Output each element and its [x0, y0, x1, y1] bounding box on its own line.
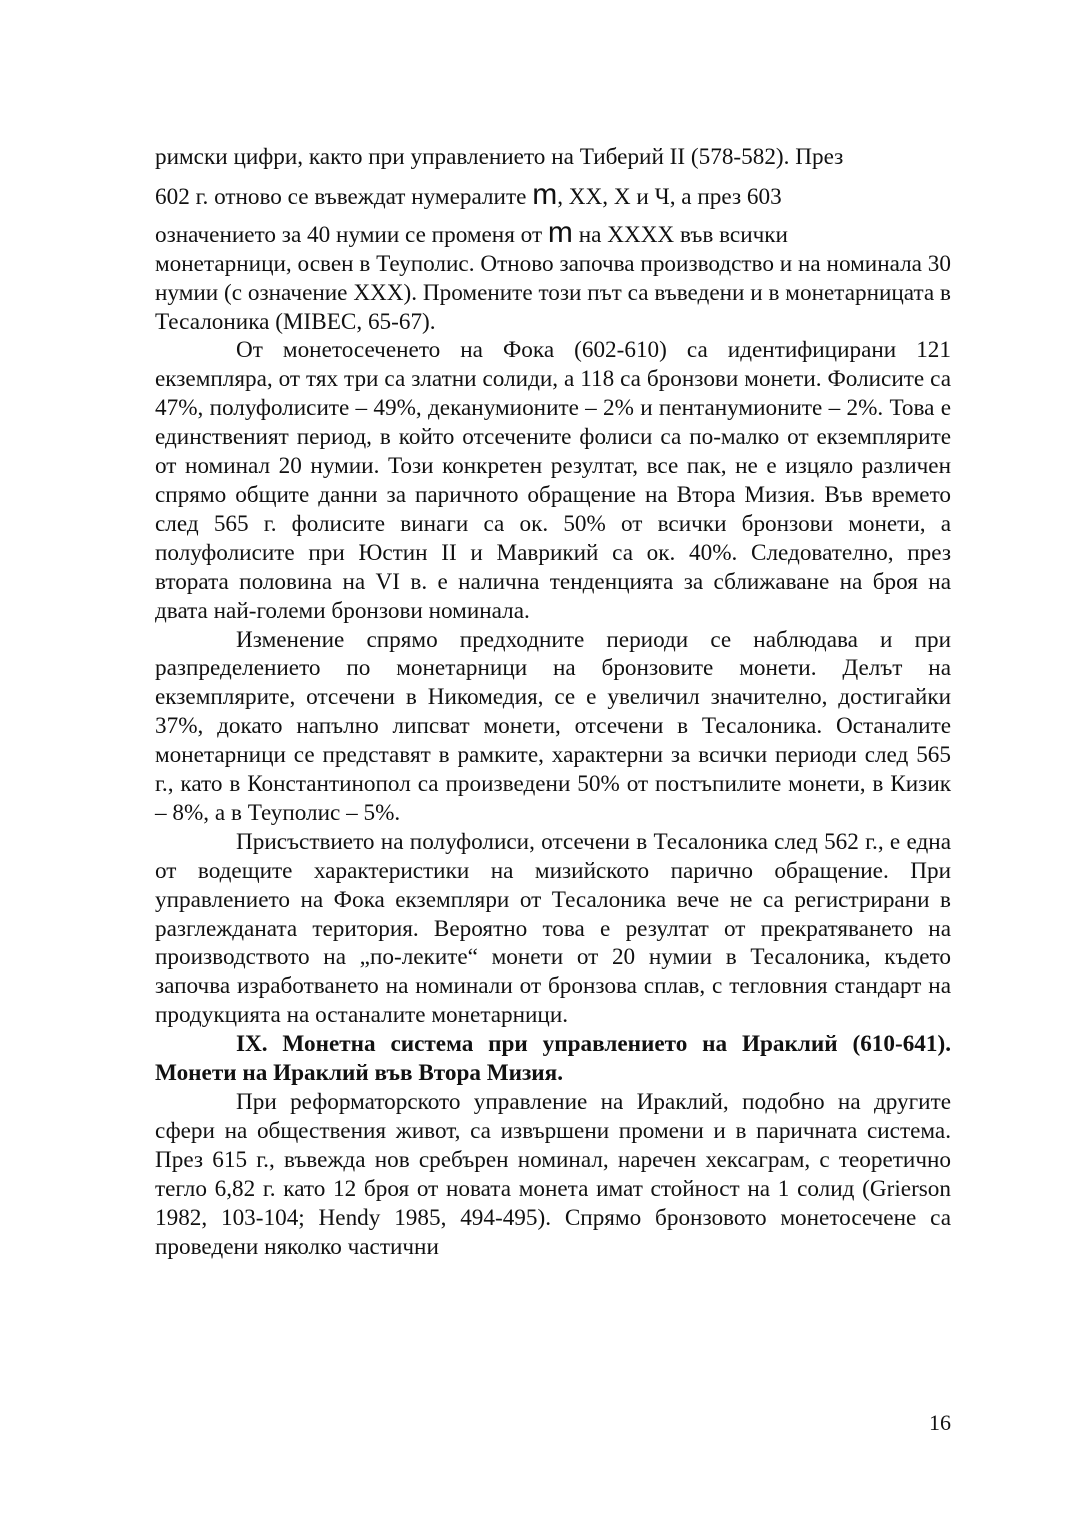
section-heading: IX. Монетна система при управлението на Ираклий (610-641). Монети на Ираклий във Втора Мизия. — [155, 1031, 951, 1087]
text-run: 602 г. отново се въвеждат нумералите — [155, 183, 533, 210]
document-body — [155, 143, 951, 1261]
paragraph-line — [155, 215, 951, 250]
page-number: 16 — [929, 1410, 951, 1435]
paragraph-foka-coinage: От монетосеченето на Фока (602-610) са идентифицирани 121 екземпляра, от тях три са златни солиди, а 118 са бронзови монети. Фолисите са 47%, полуфолисите – 49%, деканумионите – 2% и пентанумионите – 2%. Това е единственият период, в който отсечените фолиси са по-малко от екземплярите от номинал 20 нумии. Този конкретен резултат, все пак, не е изцяло различен спрямо общите данни за паричното обращение на Втора Мизия. Във времето след 565 г. фолисите винаги са ок. 50% от всички бронзови монети, а полуфолисите при Юстин II и Маврикий са ок. 40%. Следователно, през втората половина на VI в. е налична тенденцията за сближаване на броя на двата най-големи бронзови номинала. — [155, 337, 951, 624]
numeral-symbol: m — [547, 215, 573, 249]
paragraph-text: монетарници, освен в Теуполис. Отново започва производство и на номинала 30 нумии (с означение XXX). Промените този път са въведени и в монетарницата в Тесалоника (MIBEC, 65-67). — [155, 250, 951, 335]
paragraph-roman-numerals — [155, 143, 951, 336]
paragraph-thessalonica: Присъствието на полуфолиси, отсечени в Тесалоника след 562 г., е една от водещите характеристики на мизийското парично обращение. При управлението на Фока екземпляри от Тесалоника вече не са регистрирани в разглежданата територия. Вероятно това е резултат от прекратяването на производството на „по-леките“ монети от 20 нумии в Тесалоника, където започва изработването на номинали от бронзова сплав, с тегловния стандарт на продукцията на останалите монетарници. — [155, 828, 951, 1029]
numeral-symbol: m — [532, 177, 558, 211]
paragraph-mint-distribution: Изменение спрямо предходните периоди се наблюдава и при разпределението по монетарници на бронзовите монети. Делът на екземплярите, отсечени в Никомедия, се е увеличил значително, достигайки 37%, докато напълно липсват монети, отсечени в Тесалоника. Останалите монетарници се представят в рамките, характерни за всички периоди след 565 г., като в Константинопол са произведени 50% от постъпилите монети, в Кизик – 8%, а в Теуполис – 5%. — [155, 626, 951, 826]
text-run: означението за 40 нумии се променя от — [155, 221, 548, 248]
text-run: на XXXX във всички — [572, 221, 788, 248]
text-run: , XX, X и Ч, а през 603 — [557, 183, 782, 210]
paragraph-line — [155, 177, 951, 212]
paragraph-line: римски цифри, както при управлението на Тиберий II (578-582). През — [155, 144, 844, 170]
paragraph-heraclius-reform: При реформаторското управление на Ираклий, подобно на другите сфери на обществения живот, са извършени промени и в паричната система. През 615 г., въвежда нов сребърен номинал, наречен хексаграм, с теоретично тегло 6,82 г. като 12 броя от новата монета имат стойност на 1 солид (Grierson 1982, 103-104; Hendy 1985, 494-495). Спрямо бронзовото монетосечене са проведени няколко частични — [155, 1089, 951, 1260]
